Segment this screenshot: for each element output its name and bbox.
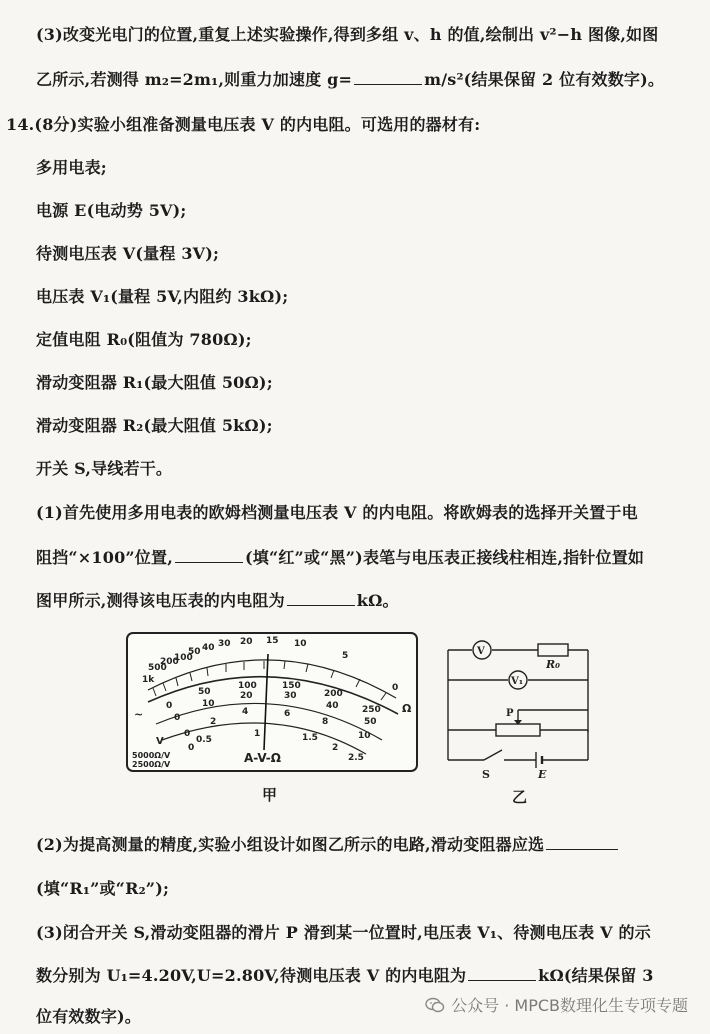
scale-bottom-0: 0 xyxy=(188,743,195,753)
circuit-s: S xyxy=(482,768,490,780)
watermark-text: 公众号 · MPCB数理化生专项专题 xyxy=(451,996,688,1015)
scale-low-10: 10 xyxy=(358,731,371,741)
v-mark: V xyxy=(156,736,164,747)
circuit-p: P xyxy=(506,708,514,719)
equipment-r1: 滑动变阻器 R₁(最大阻值 50Ω); xyxy=(36,373,273,392)
part1-line-2b: (填“红”或“黑”)表笔与电压表正接线柱相连,指针位置如 xyxy=(244,548,645,567)
circuit-v1: V₁ xyxy=(511,676,524,687)
text-line-2a: 乙所示,若测得 m₂=2m₁,则重力加速度 g= xyxy=(36,70,353,89)
answer-blank-probe[interactable] xyxy=(175,562,243,563)
scale-bottom-15: 1.5 xyxy=(302,733,318,743)
scale-low-6: 6 xyxy=(284,709,291,719)
part2-line-2: (填“R₁”或“R₂”); xyxy=(36,879,170,898)
scale-mid2-40: 40 xyxy=(326,701,339,711)
text-line-2b: m/s²(结果保留 2 位有效数字)。 xyxy=(424,70,665,89)
scale-mid-0: 0 xyxy=(166,701,173,711)
equipment-multimeter: 多用电表; xyxy=(36,158,107,177)
equipment-voltmeter-v: 待测电压表 V(量程 3V); xyxy=(36,244,220,263)
equipment-r0: 定值电阻 R₀(阻值为 780Ω); xyxy=(36,330,252,349)
scale-top-1k: 1k xyxy=(142,675,155,685)
scale-bottom-1: 1 xyxy=(254,729,261,739)
scale-mid2-0: 0 xyxy=(174,713,181,723)
equipment-voltmeter-v1: 电压表 V₁(量程 5V,内阻约 3kΩ); xyxy=(36,287,289,306)
answer-blank-resistance[interactable] xyxy=(287,605,355,606)
part3-line-2b: kΩ(结果保留 3 xyxy=(538,966,654,985)
circuit-r0: R₀ xyxy=(546,658,560,671)
part3-line-2 xyxy=(36,963,654,986)
scale-bottom-05: 0.5 xyxy=(196,735,212,745)
part1-line-1: (1)首先使用多用电表的欧姆档测量电压表 V 的内电阻。将欧姆表的选择开关置于电 xyxy=(36,503,638,522)
answer-blank-rheostat[interactable] xyxy=(546,849,618,850)
part3-line-2a: 数分别为 U₁=4.20V,U=2.80V,待测电压表 V 的内电阻为 xyxy=(36,966,467,985)
part3-line-1: (3)闭合开关 S,滑动变阻器的滑片 P 滑到某一位置时,电压表 V₁、待测电压表 V 的示 xyxy=(36,923,651,942)
scale-top-200: 200 xyxy=(160,657,179,667)
circuit-figure xyxy=(440,632,600,780)
scale-low-2: 2 xyxy=(210,717,217,727)
part3-line-3: 位有效数字)。 xyxy=(36,1007,141,1026)
scale-mid-50: 50 xyxy=(198,687,211,697)
scale-top-50: 50 xyxy=(188,647,201,657)
answer-blank-g[interactable] xyxy=(354,84,422,85)
meter-model: A-V-Ω xyxy=(244,751,281,765)
scale-mid2-20: 20 xyxy=(240,691,253,701)
part1-line-3b: kΩ。 xyxy=(356,591,399,610)
question-14-header: 14.(8分)实验小组准备测量电压表 V 的内电阻。可选用的器材有: xyxy=(6,115,481,134)
scale-low-0: 0 xyxy=(184,729,191,739)
wechat-icon xyxy=(425,997,445,1013)
equipment-source: 电源 E(电动势 5V); xyxy=(36,201,187,220)
scale-top-30: 30 xyxy=(218,639,231,649)
part1-line-3 xyxy=(36,588,399,611)
part1-line-3a: 图甲所示,测得该电压表的内电阻为 xyxy=(36,591,285,610)
scale-top-100: 100 xyxy=(174,653,193,663)
scale-top-15: 15 xyxy=(266,636,279,646)
part1-line-2 xyxy=(36,545,644,568)
scale-top-40: 40 xyxy=(202,643,215,653)
equipment-r2: 滑动变阻器 R₂(最大阻值 5kΩ); xyxy=(36,416,273,435)
equipment-switch: 开关 S,导线若干。 xyxy=(36,459,173,478)
scale-bottom-2: 2 xyxy=(332,743,339,753)
scale-mid-150: 150 xyxy=(282,681,301,691)
part1-line-2a: 阻挡“×100”位置, xyxy=(36,548,173,567)
scale-top-5: 5 xyxy=(342,651,349,661)
circuit-v: V xyxy=(477,646,485,657)
scale-top-0: 0 xyxy=(392,683,399,693)
figure-caption-yi: 乙 xyxy=(512,788,528,806)
ac-symbol: ~ xyxy=(134,708,144,721)
omega-label: Ω xyxy=(402,702,412,715)
text-line-1: (3)改变光电门的位置,重复上述实验操作,得到多组 v、h 的值,绘制出 v²−h 图像,如图 xyxy=(36,25,659,44)
circuit-e: E xyxy=(538,768,547,780)
part2-line-1a: (2)为提高测量的精度,实验小组设计如图乙所示的电路,滑动变阻器应选 xyxy=(36,835,545,854)
scale-mid2-50: 50 xyxy=(364,717,377,727)
part2-line-1 xyxy=(36,832,620,855)
meter-spec-2: 2500Ω/V xyxy=(132,760,171,769)
scale-mid-100: 100 xyxy=(238,681,257,691)
scale-mid-250: 250 xyxy=(362,705,381,715)
scale-bottom-25: 2.5 xyxy=(348,753,364,763)
scale-mid2-30: 30 xyxy=(284,691,297,701)
scale-mid2-10: 10 xyxy=(202,699,215,709)
scale-top-500: 500 xyxy=(148,663,167,673)
scale-top-10: 10 xyxy=(294,639,307,649)
multimeter-figure xyxy=(126,632,418,772)
answer-blank-internal-resistance[interactable] xyxy=(468,980,536,981)
scale-low-8: 8 xyxy=(322,717,329,727)
text-line-2 xyxy=(36,67,664,90)
figure-caption-jia: 甲 xyxy=(262,786,278,804)
scale-mid-200: 200 xyxy=(324,689,343,699)
scale-top-20: 20 xyxy=(240,637,253,647)
watermark xyxy=(425,993,688,1016)
meter-spec-1: 5000Ω/V xyxy=(132,751,171,760)
scale-low-4: 4 xyxy=(242,707,249,717)
